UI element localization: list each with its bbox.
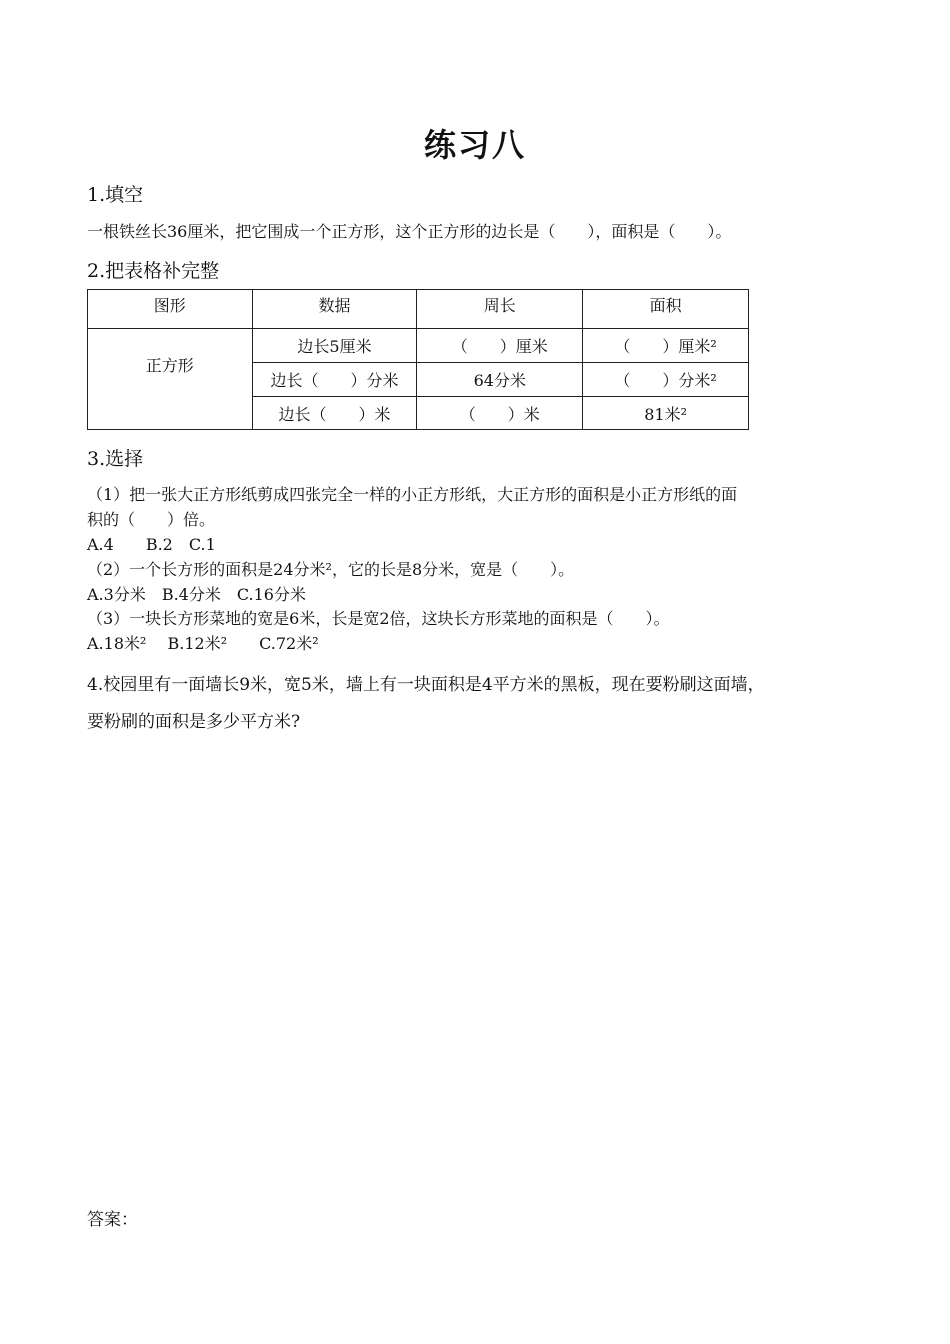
answer-label: 答案： (87, 1210, 138, 1230)
table-row (88, 329, 749, 363)
section1-heading: 1.填空 (87, 184, 144, 206)
table-cell: 边长（ ）分米 (252, 363, 417, 397)
section2-heading: 2.把表格补完整 (87, 260, 220, 282)
question-3-3-options: A.18米² B.12米² C.72米² (87, 634, 319, 653)
question-3-2: （2）一个长方形的面积是24分米²，它的长是8分米，宽是（ ）。 (87, 560, 575, 579)
question-3-3: （3）一块长方形菜地的宽是6米，长是宽2倍，这块长方形菜地的面积是（ ）。 (87, 609, 670, 628)
question-3-1-continued: 积的（ ）倍。 (87, 510, 216, 529)
question-4-line2: 要粉刷的面积是多少平方米? (87, 712, 301, 732)
table-header-cell: 面积 (583, 290, 749, 329)
table-cell: （ ）厘米 (417, 329, 583, 363)
table-cell: （ ）厘米² (583, 329, 749, 363)
shape-cell: 正方形 (88, 329, 253, 430)
section1-question: 一根铁丝长36厘米，把它围成一个正方形，这个正方形的边长是（ ），面积是（ ）。 (87, 222, 732, 241)
table-cell: （ ）米 (417, 397, 583, 430)
table-header-cell: 图形 (88, 290, 253, 329)
table-cell: 边长5厘米 (252, 329, 417, 363)
table-cell: 81米² (583, 397, 749, 430)
section3-heading: 3.选择 (87, 448, 144, 470)
table-cell: 边长（ ）米 (252, 397, 417, 430)
table-header-cell: 周长 (417, 290, 583, 329)
question-3-1: （1）把一张大正方形纸剪成四张完全一样的小正方形纸，大正方形的面积是小正方形纸的面 (87, 485, 738, 504)
question-4-line1: 4.校园里有一面墙长9米，宽5米，墙上有一块面积是4平方米的黑板，现在要粉刷这面墙， (87, 675, 765, 695)
table-cell: （ ）分米² (583, 363, 749, 397)
table-cell: 64分米 (417, 363, 583, 397)
question-3-1-options: A.4 B.2 C.1 (87, 535, 216, 554)
table-header-row (88, 290, 749, 329)
page-title: 练习八 (423, 126, 526, 164)
table-header-cell: 数据 (252, 290, 417, 329)
square-table (87, 289, 749, 430)
question-3-2-options: A.3分米 B.4分米 C.16分米 (87, 585, 306, 604)
